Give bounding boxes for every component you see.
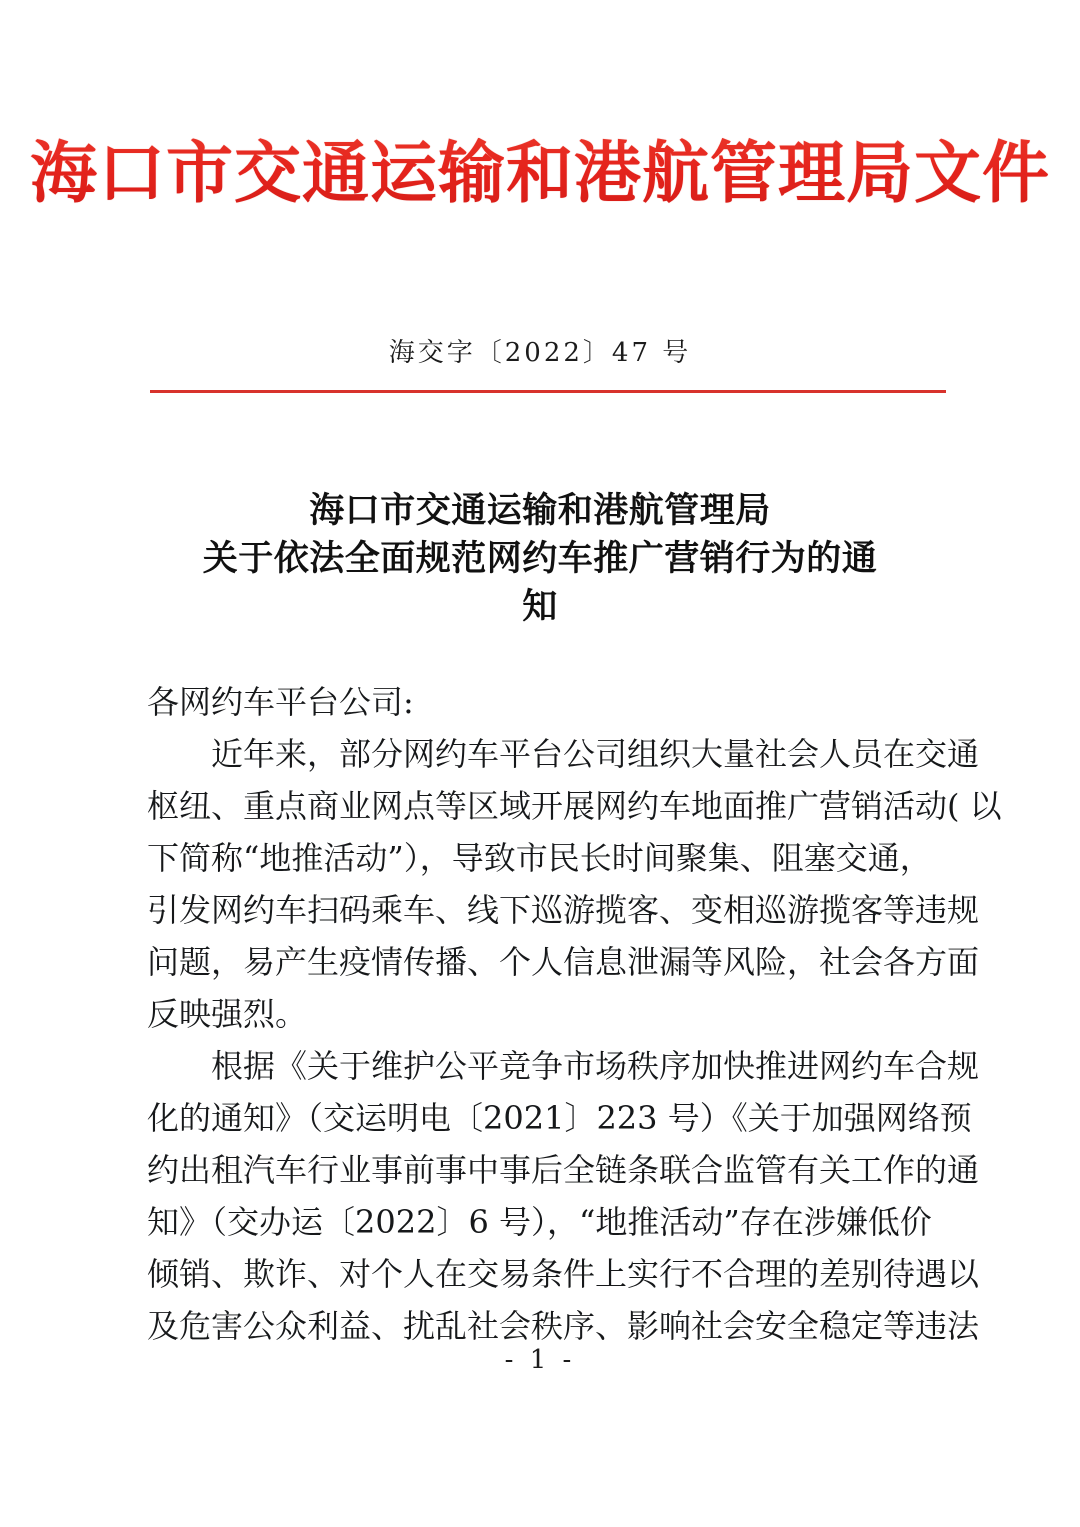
paragraph-2-line-1: 根据《关于维护公平竞争市场秩序加快推进网约车合规 — [211, 1047, 980, 1085]
red-divider-rule — [150, 390, 946, 393]
paragraph-1-line-6: 反映强烈。 — [147, 995, 308, 1033]
document-serial-number: 海交字〔2022〕47 号 — [388, 338, 692, 368]
masthead-title: 海口市交通运输和港航管理局文件 — [30, 133, 1050, 212]
document-title-line-3: 知 — [522, 586, 558, 627]
paragraph-2-line-6: 及危害公众利益、扰乱社会秩序、影响社会安全稳定等违法 — [147, 1307, 980, 1345]
document-body — [147, 676, 1002, 1352]
paragraph-1-line-1: 近年来，部分网约车平台公司组织大量社会人员在交通 — [211, 735, 980, 773]
paragraph-2-line-4: 知》（交办运〔2022〕6 号），“地推活动”存在涉嫌低价 — [147, 1203, 932, 1241]
page-number: - 1 - — [504, 1345, 576, 1375]
salutation: 各网约车平台公司: — [147, 683, 414, 721]
document-title — [140, 487, 940, 631]
document-title-line-1: 海口市交通运输和港航管理局 — [309, 490, 771, 531]
paragraph-2-line-5: 倾销、欺诈、对个人在交易条件上实行不合理的差别待遇以 — [147, 1255, 980, 1293]
paragraph-1-line-4: 引发网约车扫码乘车、线下巡游揽客、变相巡游揽客等违规 — [147, 891, 980, 929]
paragraph-2-line-3: 约出租汽车行业事前事中事后全链条联合监管有关工作的通 — [147, 1151, 980, 1189]
paragraph-1-line-3: 下简称“地推活动”），导致市民长时间聚集、阻塞交通， — [147, 839, 932, 877]
paragraph-2-line-2: 化的通知》（交运明电〔2021〕223 号）《关于加强网络预 — [147, 1099, 972, 1137]
masthead — [0, 133, 1080, 212]
document-title-line-2: 关于依法全面规范网约车推广营销行为的通 — [202, 538, 878, 579]
paragraph-1-line-2: 枢纽、重点商业网点等区域开展网约车地面推广营销活动( 以 — [147, 787, 1002, 825]
paragraph-1-line-5: 问题，易产生疫情传播、个人信息泄漏等风险，社会各方面 — [147, 943, 980, 981]
